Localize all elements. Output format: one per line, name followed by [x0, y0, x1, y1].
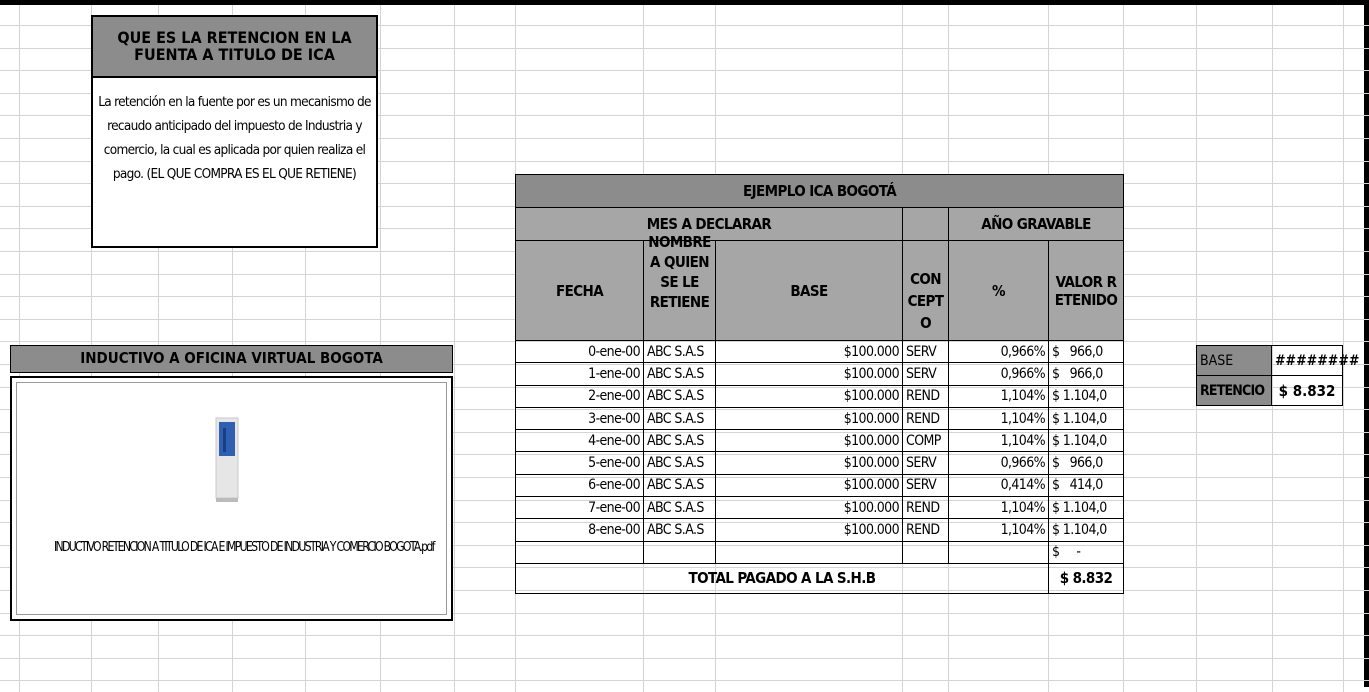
cell-pct[interactable]: 1,104%	[949, 407, 1049, 429]
table-row	[516, 519, 1124, 541]
col-header-porcentaje: %	[949, 241, 1049, 341]
ica-example-table	[515, 174, 1124, 594]
empty-cell[interactable]	[949, 541, 1049, 563]
cell-concepto[interactable]: REND	[903, 385, 949, 407]
summary-base-value[interactable]: ########	[1272, 346, 1343, 376]
cell-nombre[interactable]: ABC S.A.S	[644, 341, 716, 363]
pdf-document-icon[interactable]	[208, 408, 248, 508]
cell-nombre[interactable]: ABC S.A.S	[644, 519, 716, 541]
table-row	[516, 341, 1124, 363]
col-header-concepto	[903, 241, 949, 341]
cell-nombre[interactable]: ABC S.A.S	[644, 407, 716, 429]
cell-pct[interactable]: 1,104%	[949, 519, 1049, 541]
table-row	[516, 452, 1124, 474]
table-row	[516, 474, 1124, 496]
total-value[interactable]: $ 8.832	[1049, 563, 1124, 593]
empty-cell[interactable]	[644, 541, 716, 563]
cell-fecha[interactable]: 3-ene-00	[516, 407, 644, 429]
cell-valor[interactable]: $ 966,0	[1049, 452, 1124, 474]
empty-cell[interactable]	[903, 541, 949, 563]
empty-cell[interactable]	[716, 541, 903, 563]
col-header-nombre-text: NOMBRE A QUIEN SE LE RETIENE	[648, 232, 711, 311]
info-box-body-text: La retención en la fuente por es un mecanismo de recaudo anticipado del impuesto de Industria y comercio, la cual es aplicada por quien realiza el pago. (EL QUE COMPRA ES EL QUE RETIENE)	[98, 94, 371, 182]
cell-base[interactable]: $100.000	[716, 407, 903, 429]
cell-fecha[interactable]: 0-ene-00	[516, 341, 644, 363]
cell-valor[interactable]: $ 1.104,0	[1049, 430, 1124, 452]
cell-fecha[interactable]: 8-ene-00	[516, 519, 644, 541]
cell-base[interactable]: $100.000	[716, 452, 903, 474]
summary-retencion-value[interactable]: $ 8.832	[1272, 376, 1343, 406]
cell-base[interactable]: $100.000	[716, 341, 903, 363]
cell-valor[interactable]: $ 414,0	[1049, 474, 1124, 496]
cell-valor[interactable]: $ 1.104,0	[1049, 497, 1124, 519]
cell-concepto[interactable]: REND	[903, 497, 949, 519]
cell-pct[interactable]: 0,966%	[949, 341, 1049, 363]
table-row	[516, 430, 1124, 452]
table-row	[516, 363, 1124, 385]
cell-pct[interactable]: 1,104%	[949, 385, 1049, 407]
cell-fecha[interactable]: 1-ene-00	[516, 363, 644, 385]
embedded-file-object[interactable]	[10, 376, 453, 621]
table-row	[516, 407, 1124, 429]
cell-base[interactable]: $100.000	[716, 519, 903, 541]
col-header-base: BASE	[716, 241, 903, 341]
info-box-body	[91, 78, 378, 248]
cell-concepto[interactable]: COMP	[903, 430, 949, 452]
cell-nombre[interactable]: ABC S.A.S	[644, 452, 716, 474]
cell-pct[interactable]: 1,104%	[949, 497, 1049, 519]
cell-concepto[interactable]: SERV	[903, 474, 949, 496]
blank-header-cell	[903, 208, 949, 241]
empty-valor-cell[interactable]: $ -	[1049, 541, 1124, 563]
cell-concepto[interactable]: SERV	[903, 363, 949, 385]
cell-pct[interactable]: 1,104%	[949, 430, 1049, 452]
cell-concepto[interactable]: REND	[903, 519, 949, 541]
cell-fecha[interactable]: 2-ene-00	[516, 385, 644, 407]
cell-valor[interactable]: $ 1.104,0	[1049, 385, 1124, 407]
info-box-title	[91, 15, 378, 78]
cell-fecha[interactable]: 6-ene-00	[516, 474, 644, 496]
cell-nombre[interactable]: ABC S.A.S	[644, 430, 716, 452]
cell-nombre[interactable]: ABC S.A.S	[644, 497, 716, 519]
col-header-valor: VALOR RETENIDO	[1049, 241, 1124, 341]
cell-concepto[interactable]: SERV	[903, 341, 949, 363]
cell-valor[interactable]: $ 1.104,0	[1049, 519, 1124, 541]
summary-table	[1196, 345, 1360, 406]
inductivo-header-text: INDUCTIVO A OFICINA VIRTUAL BOGOTA	[80, 349, 383, 368]
cell-valor[interactable]: $ 966,0	[1049, 363, 1124, 385]
cell-fecha[interactable]: 4-ene-00	[516, 430, 644, 452]
table-row	[516, 497, 1124, 519]
embedded-file-name: INDUCTIVO RETENCION A TITULO DE ICA E IMPUESTO DE INDUSTRIA Y COMERCIO BOGOTA.pdf	[54, 540, 434, 555]
cell-valor[interactable]: $ 966,0	[1049, 341, 1124, 363]
summary-base-label: BASE	[1197, 346, 1272, 376]
cell-pct[interactable]: 0,414%	[949, 474, 1049, 496]
cell-valor[interactable]: $ 1.104,0	[1049, 407, 1124, 429]
summary-retencion-label: RETENCIO	[1197, 376, 1272, 406]
cell-nombre[interactable]: ABC S.A.S	[644, 385, 716, 407]
cell-concepto[interactable]: REND	[903, 407, 949, 429]
cell-base[interactable]: $100.000	[716, 385, 903, 407]
cell-fecha[interactable]: 7-ene-00	[516, 497, 644, 519]
cell-concepto[interactable]: SERV	[903, 452, 949, 474]
cell-nombre[interactable]: ABC S.A.S	[644, 363, 716, 385]
cell-fecha[interactable]: 5-ene-00	[516, 452, 644, 474]
cell-base[interactable]: $100.000	[716, 497, 903, 519]
table-row	[516, 385, 1124, 407]
info-box-title-text: QUE ES LA RETENCION EN LA FUENTA A TITULO DE ICA	[117, 27, 352, 64]
cell-pct[interactable]: 0,966%	[949, 452, 1049, 474]
col-header-concepto-text: CONCEPTO	[907, 269, 944, 332]
cell-base[interactable]: $100.000	[716, 430, 903, 452]
cell-base[interactable]: $100.000	[716, 474, 903, 496]
col-header-nombre	[644, 232, 716, 341]
col-header-fecha: FECHA	[516, 241, 644, 341]
cell-pct[interactable]: 0,966%	[949, 363, 1049, 385]
total-label: TOTAL PAGADO A LA S.H.B	[516, 563, 1049, 593]
anio-gravable-header: AÑO GRAVABLE	[949, 208, 1124, 241]
empty-cell[interactable]	[516, 541, 644, 563]
cell-nombre[interactable]: ABC S.A.S	[644, 474, 716, 496]
inductivo-header	[10, 345, 453, 373]
table-title: EJEMPLO ICA BOGOTÁ	[516, 175, 1124, 208]
cell-base[interactable]: $100.000	[716, 363, 903, 385]
mes-a-declarar-header: MES A DECLARAR	[516, 208, 903, 241]
